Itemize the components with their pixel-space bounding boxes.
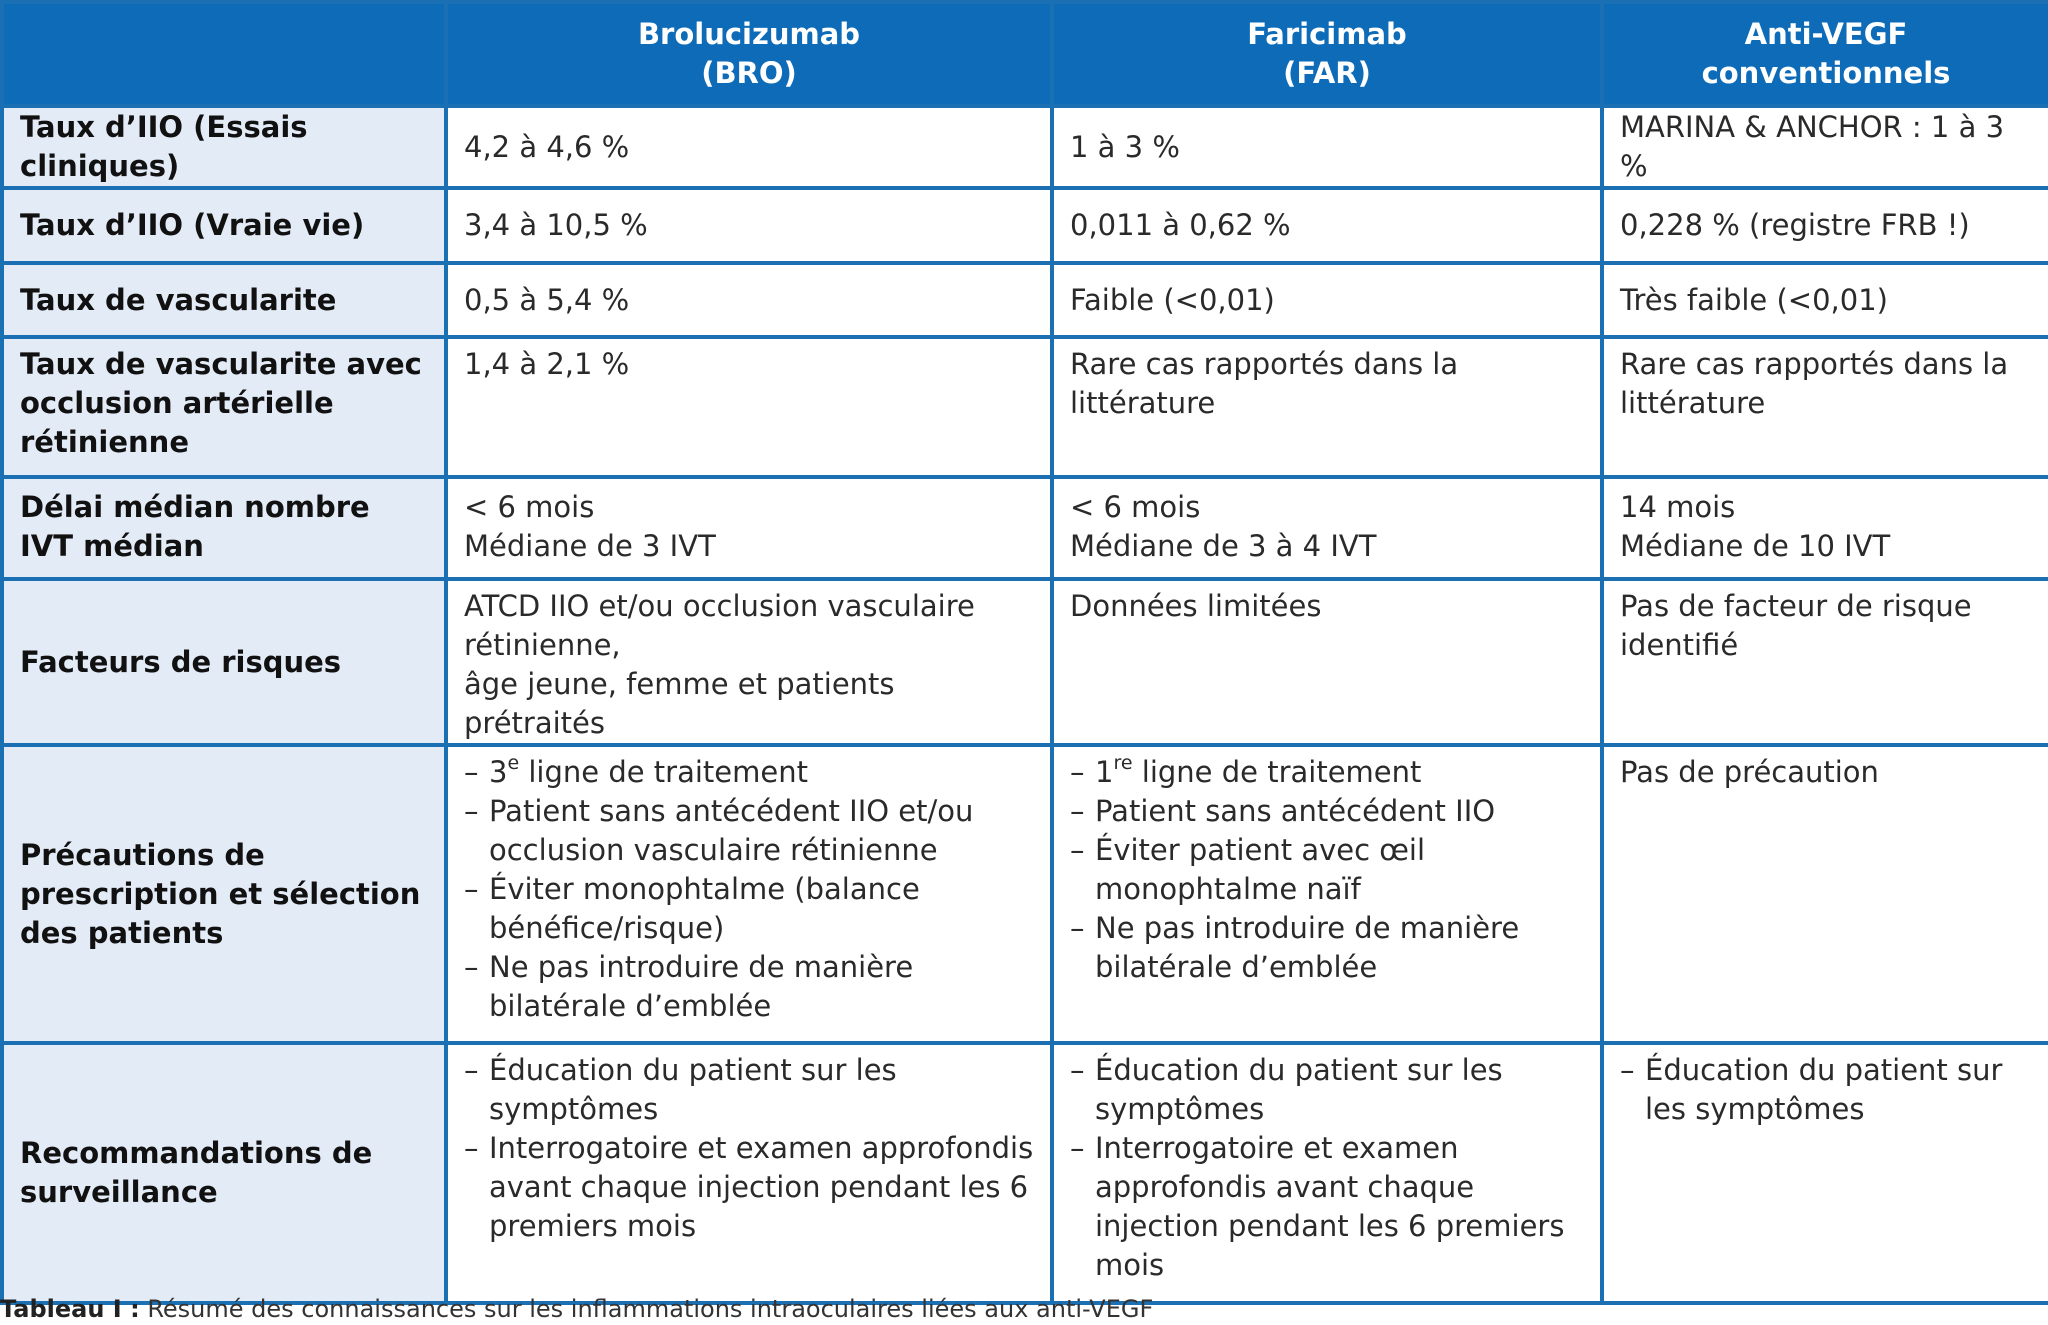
cell-far-vasculitis: Faible (<0,01) bbox=[1052, 263, 1602, 337]
cell-anti-iio-trials: MARINA & ANCHOR : 1 à 3 % bbox=[1602, 106, 2048, 188]
row-head-iio-trials: Taux d’IIO (Essais cliniques) bbox=[2, 106, 446, 188]
header-faricimab bbox=[1052, 2, 1602, 106]
row-head-vasculitis: Taux de vascularite bbox=[2, 263, 446, 337]
cell-line: Médiane de 10 IVT bbox=[1620, 529, 1891, 563]
list-item: – Interrogatoire et examen approfondis avant chaque injection pendant les 6 premiers mois bbox=[1070, 1129, 1584, 1285]
list-item bbox=[464, 753, 1034, 792]
cell-line: Médiane de 3 à 4 IVT bbox=[1070, 529, 1377, 563]
table-row bbox=[2, 477, 2048, 579]
list-item: – Éducation du patient sur les symptômes bbox=[1620, 1051, 2032, 1129]
list-item-text: ligne de traitement bbox=[1132, 755, 1422, 789]
cell-bro-vasculitis-occlusion: 1,4 à 2,1 % bbox=[446, 337, 1052, 477]
cell-far-vasculitis-occlusion: Rare cas rapportés dans la littérature bbox=[1052, 337, 1602, 477]
header-row bbox=[2, 2, 2048, 106]
row-head-median-delay: Délai médian nombre IVT médian bbox=[2, 477, 446, 579]
ordinal-number: 1 bbox=[1095, 755, 1114, 789]
far-monitoring-list bbox=[1070, 1051, 1584, 1285]
cell-line: 14 mois bbox=[1620, 490, 1736, 524]
ordinal-number: 3 bbox=[489, 755, 508, 789]
caption-text: Résumé des connaissances sur les inflammations intraoculaires liées aux anti-VEGF bbox=[139, 1295, 1154, 1323]
cell-bro-iio-trials: 4,2 à 4,6 % bbox=[446, 106, 1052, 188]
list-item bbox=[1070, 753, 1584, 792]
row-head-risk-factors: Facteurs de risques bbox=[2, 579, 446, 745]
table-row bbox=[2, 745, 2048, 1043]
cell-anti-precautions: Pas de précaution bbox=[1602, 745, 2048, 1043]
header-faricimab-abbr: (FAR) bbox=[1283, 56, 1371, 90]
cell-bro-median-delay bbox=[446, 477, 1052, 579]
cell-line: âge jeune, femme et patients prétraités bbox=[464, 667, 895, 740]
row-head-monitoring: Recommandations de surveillance bbox=[2, 1043, 446, 1303]
row-head-vasculitis-occlusion: Taux de vascularite avec occlusion artérielle rétinienne bbox=[2, 337, 446, 477]
cell-bro-vasculitis: 0,5 à 5,4 % bbox=[446, 263, 1052, 337]
list-item-text: ligne de traitement bbox=[519, 755, 808, 789]
header-brolucizumab bbox=[446, 2, 1052, 106]
cell-far-risk-factors: Données limitées bbox=[1052, 579, 1602, 745]
cell-line: < 6 mois bbox=[464, 490, 595, 524]
cell-anti-vasculitis-occlusion: Rare cas rapportés dans la littérature bbox=[1602, 337, 2048, 477]
table-row bbox=[2, 337, 2048, 477]
table-caption bbox=[0, 1293, 1153, 1325]
list-item: – Éviter patient avec œil monophtalme naïf bbox=[1070, 831, 1584, 909]
header-brolucizumab-name: Brolucizumab bbox=[637, 17, 861, 51]
cell-bro-iio-real-life: 3,4 à 10,5 % bbox=[446, 188, 1052, 263]
cell-anti-risk-factors: Pas de facteur de risque identifié bbox=[1602, 579, 2048, 745]
cell-line: ATCD IIO et/ou occlusion vasculaire rétinienne, bbox=[464, 589, 975, 662]
list-item: – Interrogatoire et examen approfondis avant chaque injection pendant les 6 premiers mois bbox=[464, 1129, 1034, 1246]
cell-bro-precautions bbox=[446, 745, 1052, 1043]
ordinal-suffix: re bbox=[1113, 752, 1133, 775]
bro-monitoring-list bbox=[464, 1051, 1034, 1246]
cell-line: Médiane de 3 IVT bbox=[464, 529, 716, 563]
header-brolucizumab-abbr: (BRO) bbox=[701, 56, 797, 90]
cell-far-precautions bbox=[1052, 745, 1602, 1043]
list-item: – Éviter monophtalme (balance bénéfice/risque) bbox=[464, 870, 1034, 948]
ordinal-suffix: e bbox=[507, 752, 520, 775]
table-row bbox=[2, 263, 2048, 337]
cell-far-iio-real-life: 0,011 à 0,62 % bbox=[1052, 188, 1602, 263]
table-row bbox=[2, 1043, 2048, 1303]
cell-far-monitoring bbox=[1052, 1043, 1602, 1303]
header-empty-cell bbox=[2, 2, 446, 106]
cell-line: < 6 mois bbox=[1070, 490, 1201, 524]
row-head-iio-real-life: Taux d’IIO (Vraie vie) bbox=[2, 188, 446, 263]
row-head-precautions: Précautions de prescription et sélection des patients bbox=[2, 745, 446, 1043]
list-item: – Ne pas introduire de manière bilatérale d’emblée bbox=[464, 948, 1034, 1026]
list-item: – Éducation du patient sur les symptômes bbox=[464, 1051, 1034, 1129]
cell-far-median-delay bbox=[1052, 477, 1602, 579]
list-item: – Patient sans antécédent IIO bbox=[1070, 792, 1584, 831]
cell-anti-monitoring bbox=[1602, 1043, 2048, 1303]
cell-bro-monitoring bbox=[446, 1043, 1052, 1303]
cell-anti-vasculitis: Très faible (<0,01) bbox=[1602, 263, 2048, 337]
bro-precautions-list bbox=[464, 753, 1034, 1026]
cell-anti-iio-real-life: 0,228 % (registre FRB !) bbox=[1602, 188, 2048, 263]
cell-anti-median-delay bbox=[1602, 477, 2048, 579]
table-row bbox=[2, 106, 2048, 188]
header-anti-vegf: Anti-VEGF conventionnels bbox=[1602, 2, 2048, 106]
anti-monitoring-list bbox=[1620, 1051, 2032, 1129]
cell-bro-risk-factors bbox=[446, 579, 1052, 745]
caption-label: Tableau I : bbox=[0, 1295, 140, 1323]
cell-far-iio-trials: 1 à 3 % bbox=[1052, 106, 1602, 188]
header-faricimab-name: Faricimab bbox=[1247, 17, 1407, 51]
table-row bbox=[2, 579, 2048, 745]
table-row bbox=[2, 188, 2048, 263]
list-item: – Patient sans antécédent IIO et/ou occlusion vasculaire rétinienne bbox=[464, 792, 1034, 870]
list-item: – Éducation du patient sur les symptômes bbox=[1070, 1051, 1584, 1129]
list-item: – Ne pas introduire de manière bilatérale d’emblée bbox=[1070, 909, 1584, 987]
far-precautions-list bbox=[1070, 753, 1584, 987]
